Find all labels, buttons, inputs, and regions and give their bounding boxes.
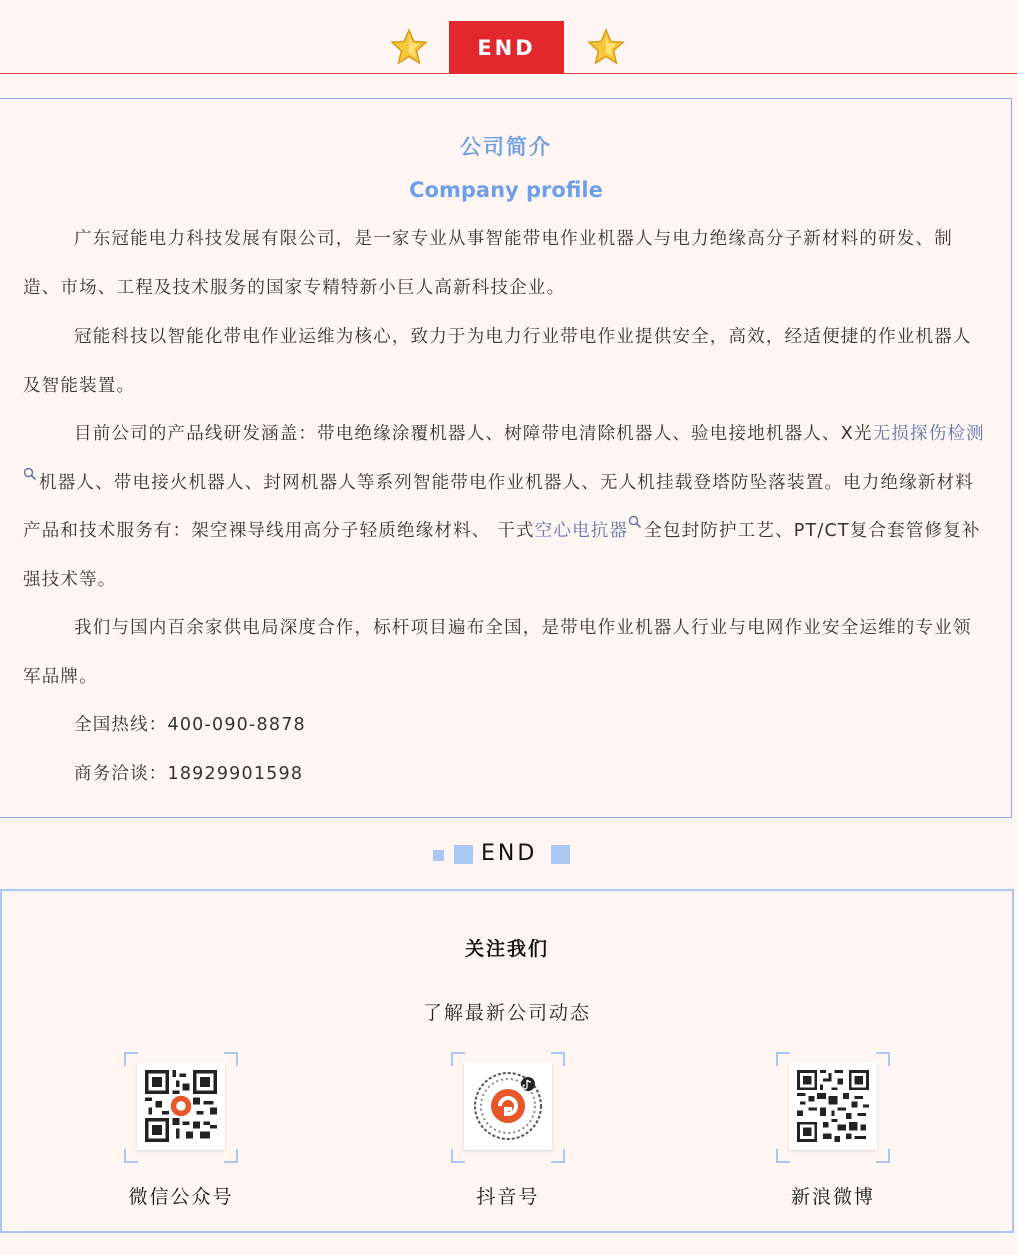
weibo-qr-frame[interactable]: [776, 1052, 890, 1163]
douyin-qr-frame[interactable]: [451, 1052, 565, 1163]
search-icon[interactable]: [23, 467, 37, 481]
weibo-qr-code-icon[interactable]: [789, 1062, 877, 1150]
douyin-label: 抖音号: [476, 1186, 540, 1208]
wechat-qr-code-icon[interactable]: [137, 1062, 225, 1150]
paragraph-text: 广东冠能电力科技发展有限公司，是一家专业从事智能带电作业机器人与电力绝缘高分子新材料的研发、制造、市场、工程及技术服务的国家专精特新小巨人高新科技企业。: [23, 229, 953, 298]
business-contact-text: 商务洽谈：18929901598: [74, 764, 304, 784]
profile-title: 公司简介: [460, 135, 552, 159]
wechat-qr-frame[interactable]: [124, 1052, 238, 1163]
square-decoration: [551, 845, 570, 864]
square-decoration: [433, 850, 444, 861]
paragraph-text: 目前公司的产品线研发涵盖：带电绝缘涂覆机器人、树障带电清除机器人、验电接地机器人、X光: [74, 424, 873, 444]
mid-end-label: END: [481, 841, 538, 866]
business-contact-line: [23, 750, 988, 799]
paragraph-text: 全包封防护工艺、PT/CT复合套管修复补强技术等。: [23, 521, 981, 590]
keyword-link-nondestructive-testing[interactable]: 无损探伤检测: [872, 424, 985, 444]
paragraph-text: 冠能科技以智能化带电作业运维为核心，致力于为电力行业带电作业提供安全，高效，经适便捷的作业机器人及智能装置。: [23, 327, 972, 396]
douyin-qr-code-icon[interactable]: [464, 1062, 552, 1150]
profile-paragraph-products: [23, 410, 988, 604]
keyword-link-air-core-reactor[interactable]: 空心电抗器: [534, 521, 629, 541]
wechat-label: 微信公众号: [128, 1186, 234, 1208]
star-icon: [390, 28, 428, 66]
hotline-text: 全国热线：400-090-8878: [74, 715, 306, 735]
follow-subtitle: 了解最新公司动态: [422, 1002, 591, 1024]
follow-title: 关注我们: [464, 938, 549, 960]
square-decoration: [454, 845, 473, 864]
mid-end-divider: [0, 841, 1017, 869]
weibo-label: 新浪微博: [790, 1186, 875, 1208]
paragraph-text: 我们与国内百余家供电局深度合作，标杆项目遍布全国，是带电作业机器人行业与电网作业安全运维的专业领军品牌。: [23, 618, 972, 687]
top-end-banner: [0, 0, 1017, 76]
profile-paragraph-mission: [23, 313, 988, 410]
star-icon: [587, 28, 625, 66]
profile-paragraph-partners: [23, 604, 988, 701]
hotline-line: [23, 701, 988, 750]
profile-subtitle: Company profile: [409, 178, 603, 202]
paragraph-text: 机器人、带电接火机器人、封网机器人等系列智能带电作业机器人、无人机挂载登塔防坠落装置。电力绝缘新材料产品和技术服务有：架空裸导线用高分子轻质绝缘材料、 干式: [23, 472, 974, 541]
end-label-box: END: [449, 21, 564, 74]
search-icon[interactable]: [628, 515, 642, 529]
profile-paragraph-intro: [23, 215, 988, 312]
